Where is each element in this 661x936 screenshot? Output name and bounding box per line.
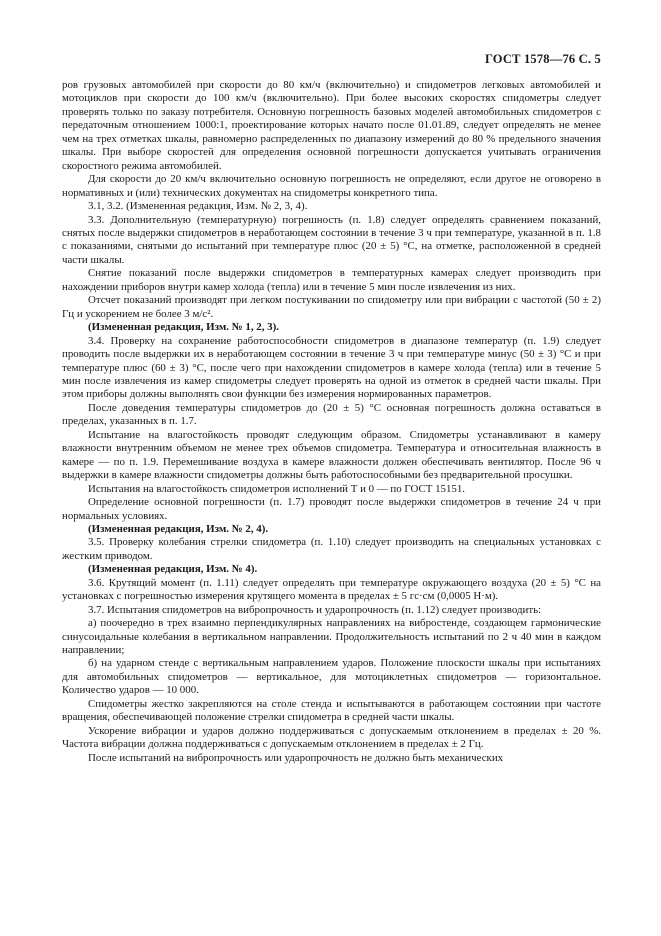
amendment-note: 3.1, 3.2. (Измененная редакция, Изм. № 2, 3, 4).	[88, 200, 308, 213]
page-header: ГОСТ 1578—76 С. 5	[484, 52, 601, 66]
clause-3-3: 3.3. Дополнительную (температурную) погрешность (п. 1.8) следует определять сравнением показаний, снятых после выдержки спидометров в неработающем состоянии в течение 3 ч при температуре, указанной в п. 1.8 с показаниями, снятыми до испытаний при температуре плюс (20 ± 5) °С, на отметке, расположенной в средней части шкалы.	[62, 213, 601, 266]
paragraph: Испытание на влагостойкость проводят следующим образом. Спидометры устанавливают в камеру влажности внутренним объемом не менее трех объемов спидометра. Температура и относительная влажность в камере — по п. 1.9. Перемешивание воздуха в камере влажности должен обеспечивать вентилятор. После 96 ч выдержки в камере влажности спидометры должны быть работоспособными без предварительной просушки.	[62, 428, 601, 482]
paragraph: Спидометры жестко закрепляются на столе стенда и испытываются в работающем состоянии при частоте вращения, обеспечивающей положение стрелки спидометра в средней части шкалы.	[62, 697, 601, 724]
paragraph: Ускорение вибрации и ударов должно поддерживаться с допускаемым отклонением в пределах ± 20 %. Частота вибрации должна поддерживаться с допускаемым отклонением в пределах ± 2 Гц.	[62, 724, 601, 751]
paragraph: Определение основной погрешности (п. 1.7) проводят после выдержки спидометров в течение 24 ч при нормальных условиях.	[62, 496, 601, 522]
paragraph: Испытания на влагостойкость спидометров исполнений Т и 0 — по ГОСТ 15151.	[88, 482, 466, 495]
clause-3-6: 3.6. Крутящий момент (п. 1.11) следует определять при температуре окружающего воздуха (20 ± 5) °С на установках с погрешностью измерения крутящего момента в пределах ± 5 гс·см (0,0005 Н·м).	[62, 576, 601, 603]
paragraph: После доведения температуры спидометров до (20 ± 5) °С основная погрешность должна оставаться в пределах, указанных в п. 1.7.	[62, 401, 601, 428]
paragraph: После испытаний на вибропрочность или ударопрочность не должно быть механических	[88, 751, 504, 764]
paragraph: Отсчет показаний производят при легком постукивании по спидометру или при вибрации с частотой (50 ± 2) Гц и ускорением не более 3 м/с².	[62, 294, 601, 320]
amendment-note: (Измененная редакция, Изм. № 4).	[88, 563, 258, 576]
paragraph-continuation: ров грузовых автомобилей при скорости до 80 км/ч (включительно) и спидометров легковых автомобилей и мотоциклов при скорости до 100 км/ч (включительно). При более высоких скоростях спидометры следует проверять только по заказу потребителя. Основную погрешность базовых моделей автомобильных спидометров с передаточным отношением 1000:1, проектирование которых начато после 01.01.89, следует определять не менее чем на трех отметках шкалы, равномерно распределенных по диапазону измерений до 80 % предельного значения шкалы. При выборе скоростей для определения основной погрешности допускается учитывать ограничения скоростного режима автомобилей.	[62, 79, 601, 172]
clause-3-5: 3.5. Проверку колебания стрелки спидометра (п. 1.10) следует производить на специальных установках с жестким приводом.	[62, 536, 601, 562]
clause-3-7: 3.7. Испытания спидометров на вибропрочность и ударопрочность (п. 1.12) следует производить:	[88, 603, 542, 616]
paragraph: Снятие показаний после выдержки спидометров в температурных камерах следует производить при нахождении приборов внутри камер холода (тепла) или в течение 5 мин после извлечения из них.	[62, 267, 601, 293]
list-item-b: б) на ударном стенде с вертикальным направлением ударов. Положение плоскости шкалы при испытаниях для автомобильных спидометров — вертикальное, для мотоциклетных спидометров — горизонтальное. Количество ударов — 10 000.	[62, 657, 601, 697]
amendment-note: (Измененная редакция, Изм. № 1, 2, 3).	[88, 321, 279, 334]
clause-3-4: 3.4. Проверку на сохранение работоспособности спидометров в диапазоне температур (п. 1.9) следует проводить после выдержки их в неработающем состоянии в течение 3 ч при температуре минус (50 ± 3) °С и при температуре плюс (60 ± 3) °С, после чего при нахождении спидометров в камере холода (тепла) или в течение 5 мин после извлечения из камер спидометры следует проверять на одной из отметок в средней части шкалы. При этом приборы должны выполнять свои функции без измерения нормированных параметров.	[62, 334, 601, 401]
document-body	[62, 79, 601, 765]
amendment-note: (Измененная редакция, Изм. № 2, 4).	[88, 522, 269, 535]
paragraph: Для скорости до 20 км/ч включительно основную погрешность не определяют, если другое не оговорено в нормативных и (или) технических документах на спидометры конкретного типа.	[62, 173, 601, 199]
list-item-a: а) поочередно в трех взаимно перпендикулярных направлениях на вибростенде, создающем гармонические синусоидальные колебания в вертикальном направлении. Продолжительность испытаний по 2 ч 40 мин в каждом направлении;	[62, 617, 601, 657]
